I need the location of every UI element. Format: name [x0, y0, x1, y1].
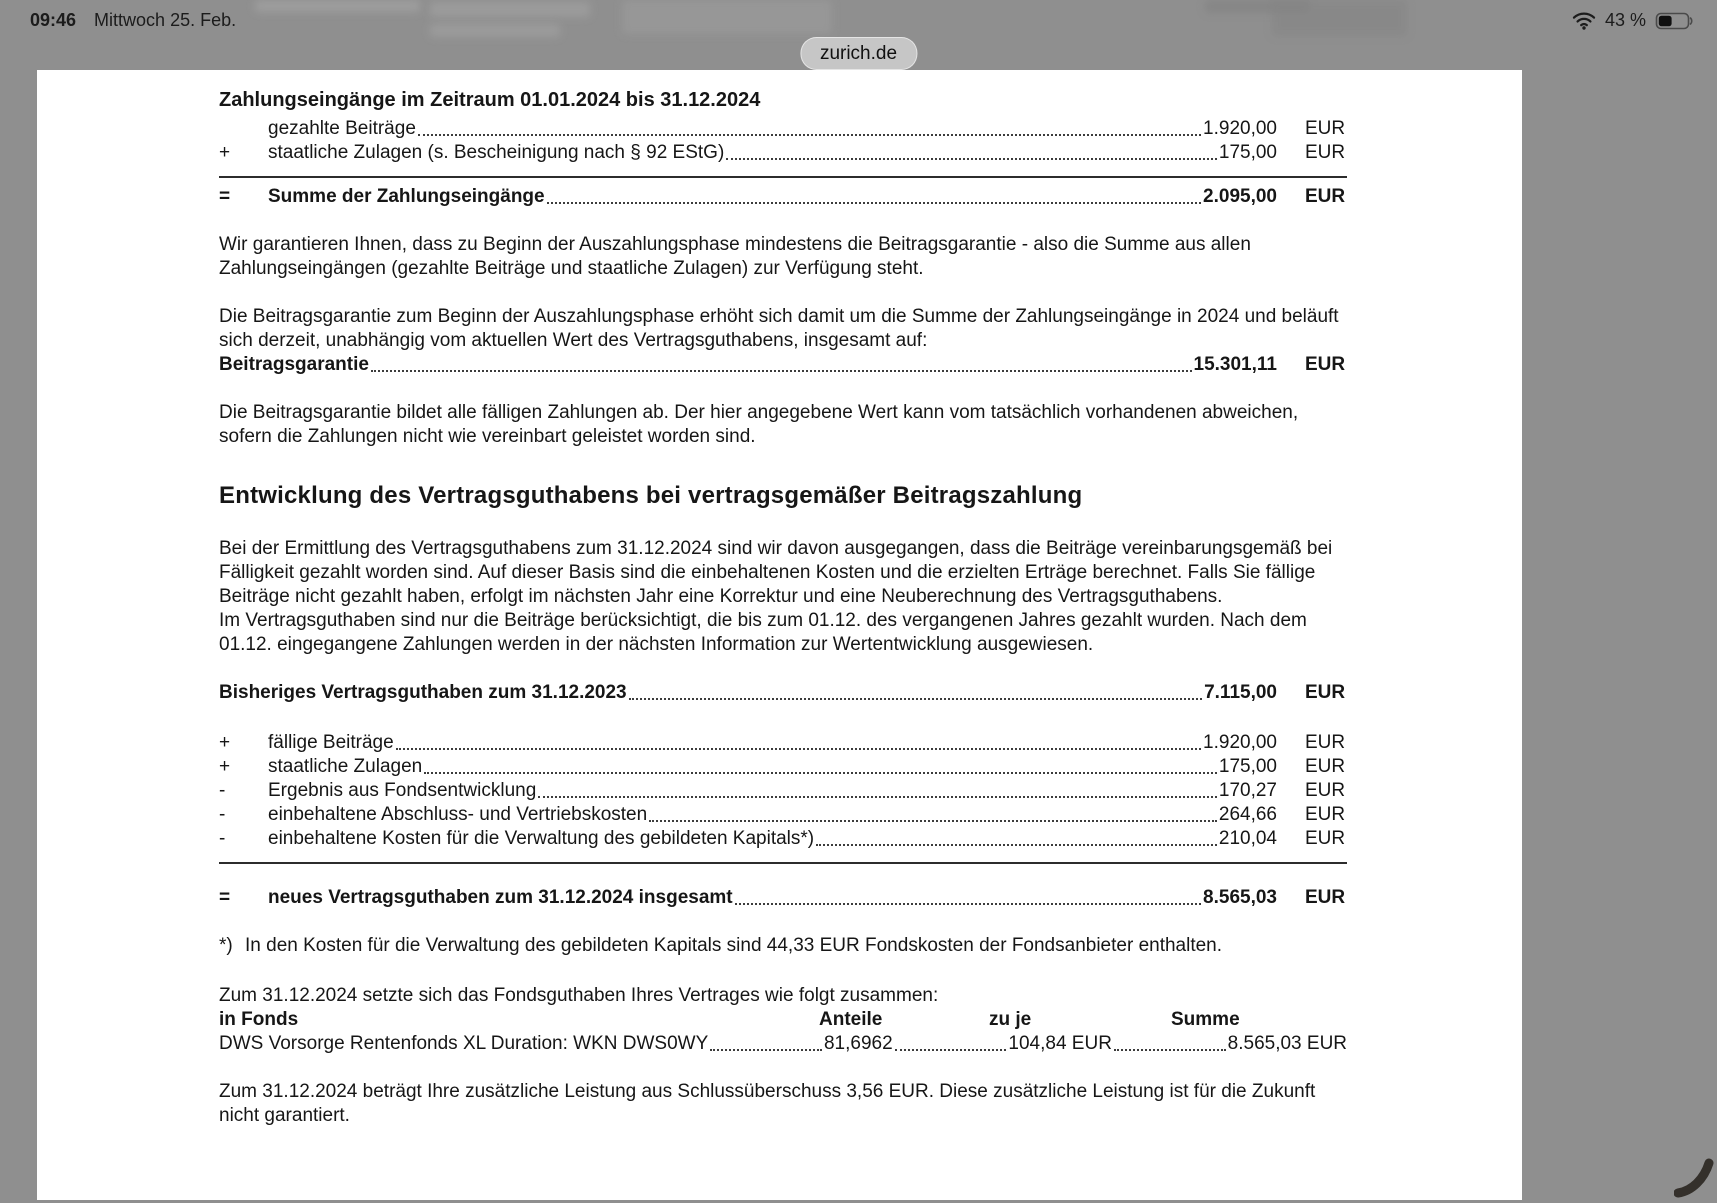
wifi-icon — [1572, 11, 1596, 30]
row-label: staatliche Zulagen — [268, 756, 423, 777]
row-value: 8.565,03 — [1203, 887, 1277, 908]
ledger-total-row — [219, 185, 1347, 209]
row-label: gezahlte Beiträge — [268, 118, 416, 139]
dotted-leader — [629, 698, 1202, 700]
row-unit: EUR — [1305, 118, 1346, 139]
row-unit: EUR — [1305, 732, 1346, 753]
row-label: einbehaltene Abschluss- und Vertriebskosten — [268, 804, 648, 825]
fund-col-price: zu je — [989, 1009, 1032, 1030]
clock: 09:46 — [30, 10, 77, 30]
guarantee-row — [219, 353, 1347, 377]
ledger-row — [219, 755, 1347, 779]
row-value: 15.301,11 — [1193, 354, 1277, 375]
row-label: Bisheriges Vertragsguthaben zum 31.12.2023 — [219, 682, 627, 703]
row-sign: - — [219, 828, 226, 849]
row-unit: EUR — [1305, 804, 1346, 825]
fund-price: 104,84 EUR — [1008, 1033, 1112, 1054]
row-sign: + — [219, 142, 231, 163]
section-heading-payments: Zahlungseingänge im Zeitraum 01.01.2024 bis 31.12.2024 — [219, 89, 761, 111]
sum-rule — [219, 862, 1347, 864]
row-value: 170,27 — [1218, 780, 1277, 801]
row-unit: EUR — [1305, 828, 1346, 849]
row-sign: + — [219, 756, 231, 777]
opening-balance-row — [219, 681, 1347, 705]
fund-sum: 8.565,03 EUR — [1227, 1033, 1348, 1054]
row-value: 2.095,00 — [1203, 186, 1277, 207]
dotted-leader — [547, 202, 1201, 204]
fund-col-shares: Anteile — [819, 1009, 883, 1030]
row-value: 175,00 — [1218, 142, 1277, 163]
fund-col-sum: Summe — [1171, 1009, 1240, 1030]
document-page[interactable] — [37, 70, 1522, 1200]
row-unit: EUR — [1305, 682, 1346, 703]
row-label: Summe der Zahlungseingänge — [268, 186, 545, 207]
battery-icon — [1655, 11, 1695, 31]
footnote-marker: *) — [219, 935, 233, 956]
fund-shares: 81,6962 — [823, 1033, 893, 1054]
new-balance-total-row — [219, 886, 1347, 910]
url-bar[interactable]: zurich.de — [800, 37, 917, 70]
row-sign: + — [219, 732, 231, 753]
ledger-row — [219, 117, 1347, 141]
dotted-leader — [371, 370, 1192, 372]
fund-row — [219, 1032, 1347, 1056]
fund-table-header — [219, 1008, 1347, 1032]
row-unit: EUR — [1305, 142, 1346, 163]
row-value: 1.920,00 — [1203, 118, 1277, 139]
row-label: Beitragsgarantie — [219, 354, 369, 375]
row-label: einbehaltene Kosten für die Verwaltung des gebildeten Kapitals*) — [268, 828, 815, 849]
row-sign: = — [219, 887, 231, 908]
sum-rule — [219, 176, 1347, 178]
paragraph-guarantee-3: Die Beitragsgarantie bildet alle fälligen Zahlungen ab. Der hier angegebene Wert kann vom tatsächlich vorhandenen abweichen, sofern die Zahlungen nicht wie vereinbart geleistet worden sind. — [219, 402, 1299, 447]
ledger-row — [219, 803, 1347, 827]
row-unit: EUR — [1305, 887, 1346, 908]
row-sign: - — [219, 804, 226, 825]
row-value: 210,04 — [1218, 828, 1277, 849]
dotted-leader — [396, 748, 1201, 750]
row-sign: = — [219, 186, 231, 207]
date-label: Mittwoch 25. Feb. — [94, 10, 237, 30]
row-label: fällige Beiträge — [268, 732, 394, 753]
dotted-leader — [735, 903, 1201, 905]
fund-name: DWS Vorsorge Rentenfonds XL Duration: WKN DWS0WY — [219, 1033, 709, 1054]
footnote-text: In den Kosten für die Verwaltung des gebildeten Kapitals sind 44,33 EUR Fondskosten der Fondsanbieter enthalten. — [245, 935, 1223, 956]
row-unit: EUR — [1305, 354, 1346, 375]
row-label: Ergebnis aus Fondsentwicklung — [268, 780, 537, 801]
row-value: 7.115,00 — [1204, 682, 1277, 703]
status-bar — [0, 0, 1717, 42]
corner-arc-ornament — [1674, 1158, 1714, 1203]
dotted-leader — [424, 772, 1217, 774]
paragraph-development-1: Bei der Ermittlung des Vertragsguthabens zum 31.12.2024 sind wir davon ausgegangen, dass die Beiträge vereinbarungsgemäß bei Fälligkeit gezahlt worden sind. Auf dieser Basis sind die einbehaltenen Kosten und die erzielten Erträge berechnet. Falls Sie fällige Beiträge nicht gezahlt haben, erfolgt im nächsten Jahr eine Korrektur und eine Neuberechnung des Vertragsguthabens. — [219, 538, 1333, 607]
dotted-leader — [649, 820, 1217, 822]
dotted-leader — [418, 134, 1201, 136]
battery-percent-label: 43 % — [1604, 10, 1646, 30]
row-label: staatliche Zulagen (s. Bescheinigung nach § 92 EStG) — [268, 142, 725, 163]
paragraph-development-2: Im Vertragsguthaben sind nur die Beiträge berücksichtigt, die bis zum 01.12. des vergangenen Jahres gezahlt wurden. Nach dem 01.12. eingegangene Zahlungen werden in der nächsten Information zur Wertentwicklung ausgewiesen. — [219, 610, 1307, 655]
ledger-row — [219, 731, 1347, 755]
paragraph-guarantee-2: Die Beitragsgarantie zum Beginn der Auszahlungsphase erhöht sich damit um die Summe der Zahlungseingänge in 2024 und beläuft sich derzeit, unabhängig vom aktuellen Wert des Vertragsguthabens, insgesamt auf: — [219, 306, 1339, 351]
row-unit: EUR — [1305, 756, 1346, 777]
status-left — [30, 10, 236, 31]
footnote — [219, 934, 1347, 958]
paragraph-guarantee-1: Wir garantieren Ihnen, dass zu Beginn der Auszahlungsphase mindestens die Beitragsgarantie - also die Summe aus allen Zahlungseingängen (gezahlte Beiträge und staatliche Zulagen) zur Verfügung steht. — [219, 234, 1251, 279]
fund-intro: Zum 31.12.2024 setzte sich das Fondsguthaben Ihres Vertrages wie folgt zusammen: — [219, 985, 939, 1006]
closing-paragraph: Zum 31.12.2024 beträgt Ihre zusätzliche Leistung aus Schlussüberschuss 3,56 EUR. Diese zusätzliche Leistung ist für die Zukunft nicht garantiert. — [219, 1081, 1316, 1126]
row-sign: - — [219, 780, 226, 801]
status-right — [1572, 10, 1695, 31]
dotted-leader — [816, 844, 1217, 846]
row-label: neues Vertragsguthaben zum 31.12.2024 insgesamt — [268, 887, 733, 908]
dotted-leader — [538, 796, 1217, 798]
ledger-row — [219, 779, 1347, 803]
ledger-row — [219, 827, 1347, 851]
dotted-leader — [1114, 1049, 1226, 1051]
fund-col-name: in Fonds — [219, 1009, 299, 1030]
dotted-leader — [895, 1049, 1007, 1051]
row-unit: EUR — [1305, 780, 1346, 801]
row-value: 175,00 — [1218, 756, 1277, 777]
row-value: 264,66 — [1218, 804, 1277, 825]
dotted-leader — [710, 1049, 822, 1051]
main-heading-development: Entwicklung des Vertragsguthabens bei vertragsgemäßer Beitragszahlung — [219, 482, 1083, 509]
dotted-leader — [726, 158, 1217, 160]
row-value: 1.920,00 — [1203, 732, 1277, 753]
ledger-row — [219, 141, 1347, 165]
row-unit: EUR — [1305, 186, 1346, 207]
